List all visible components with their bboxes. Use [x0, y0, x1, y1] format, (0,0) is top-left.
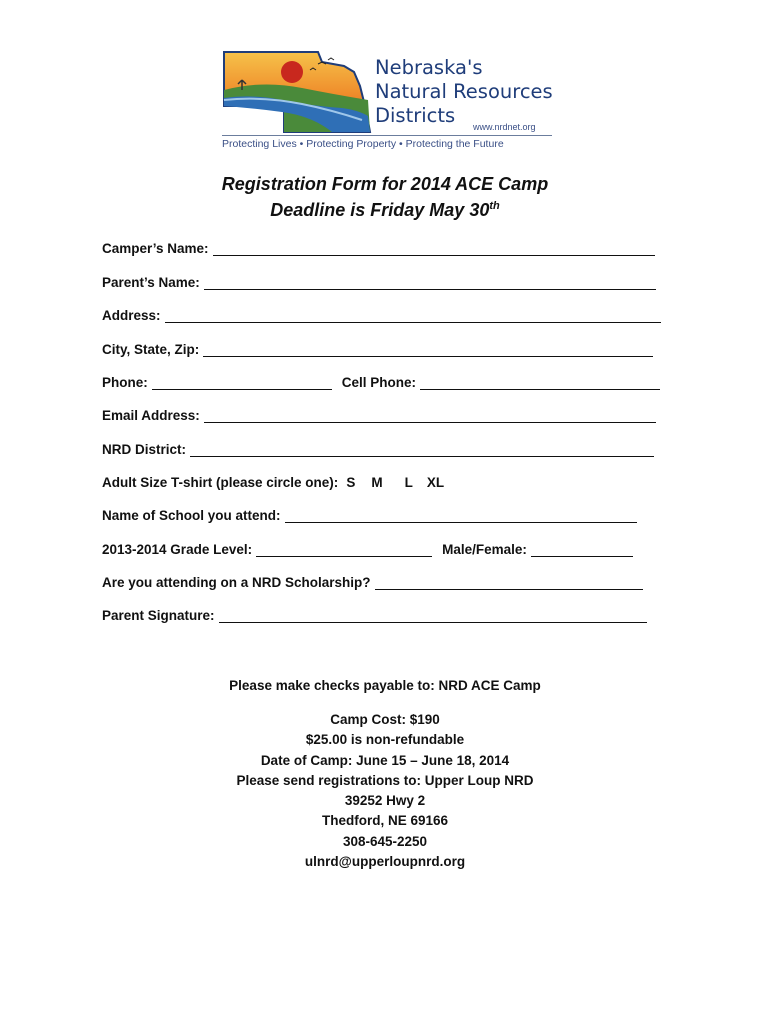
city-state-zip-label: City, State, Zip: — [102, 342, 200, 357]
cell-phone-field[interactable] — [420, 375, 660, 390]
phone-label: Phone: — [102, 375, 148, 390]
city-address: Thedford, NE 69166 — [321, 813, 449, 829]
tshirt-label: Adult Size T-shirt (please circle one): — [102, 475, 339, 490]
tshirt-size-option[interactable]: XL — [426, 475, 445, 490]
logo-divider — [222, 135, 552, 136]
phone-row — [102, 372, 660, 390]
phone-field[interactable] — [152, 375, 332, 390]
nebraska-state-landscape-icon — [222, 50, 372, 134]
address-label: Address: — [102, 308, 161, 323]
scholarship-row — [102, 572, 643, 590]
logo-title-line: Nebraska's — [375, 56, 483, 79]
gender-field[interactable] — [531, 542, 633, 557]
deadline-text: Deadline is Friday May 30 — [270, 200, 490, 220]
form-title: Registration Form for 2014 ACE Camp — [221, 174, 549, 194]
school-row — [102, 505, 637, 523]
camp-dates: Date of Camp: June 15 – June 18, 2014 — [260, 752, 510, 768]
parent-name-label: Parent’s Name: — [102, 275, 200, 290]
camp-cost: Camp Cost: $190 — [330, 712, 440, 727]
street-address: 39252 Hwy 2 — [344, 793, 426, 809]
email-row — [102, 405, 656, 423]
address-field[interactable] — [165, 308, 661, 323]
logo-tagline: Protecting Lives • Protecting Property • Protecting the Future — [222, 138, 504, 150]
grade-field[interactable] — [256, 542, 432, 557]
camper-name-field[interactable] — [213, 241, 655, 256]
city-state-zip-field[interactable] — [203, 342, 653, 357]
tshirt-row — [102, 472, 444, 490]
tshirt-size-option[interactable]: L — [404, 475, 413, 490]
nrd-logo — [218, 50, 568, 155]
refund-note: $25.00 is non-refundable — [305, 732, 465, 748]
grade-label: 2013-2014 Grade Level: — [102, 542, 253, 557]
logo-url: www.nrdnet.org — [473, 122, 536, 132]
send-to-line: Please send registrations to: Upper Loup NRD — [236, 772, 534, 788]
address-row — [102, 305, 661, 323]
nrd-district-field[interactable] — [190, 442, 654, 457]
signature-field[interactable] — [219, 608, 647, 623]
signature-label: Parent Signature: — [102, 608, 215, 623]
cell-phone-label: Cell Phone: — [341, 375, 417, 390]
email-field[interactable] — [204, 408, 656, 423]
deadline-superscript: th — [489, 200, 500, 212]
scholarship-field[interactable] — [375, 575, 643, 590]
logo-title — [375, 56, 553, 128]
parent-name-row — [102, 272, 656, 290]
scholarship-label: Are you attending on a NRD Scholarship? — [102, 575, 371, 590]
parent-name-field[interactable] — [204, 275, 656, 290]
nrd-district-label: NRD District: — [102, 442, 187, 457]
logo-title-line: Districts — [375, 104, 456, 127]
school-label: Name of School you attend: — [102, 508, 281, 523]
email-address: ulnrd@upperloupnrd.org — [304, 854, 466, 870]
city-state-zip-row — [102, 339, 653, 357]
deadline-heading — [0, 200, 770, 221]
school-field[interactable] — [285, 508, 637, 523]
nrd-district-row — [102, 439, 654, 457]
camper-name-row — [102, 238, 655, 256]
tshirt-size-option[interactable]: S — [346, 475, 356, 490]
camper-name-label: Camper’s Name: — [102, 241, 209, 256]
gender-label: Male/Female: — [442, 542, 527, 557]
logo-title-line: Natural Resources — [375, 80, 553, 103]
tshirt-size-option[interactable]: M — [371, 475, 383, 490]
signature-row — [102, 605, 647, 623]
checks-payable-note: Please make checks payable to: NRD ACE Camp — [229, 678, 541, 693]
phone-number: 308-645-2250 — [342, 833, 428, 849]
grade-row — [102, 539, 633, 557]
email-label: Email Address: — [102, 408, 200, 423]
camp-info — [0, 710, 770, 872]
